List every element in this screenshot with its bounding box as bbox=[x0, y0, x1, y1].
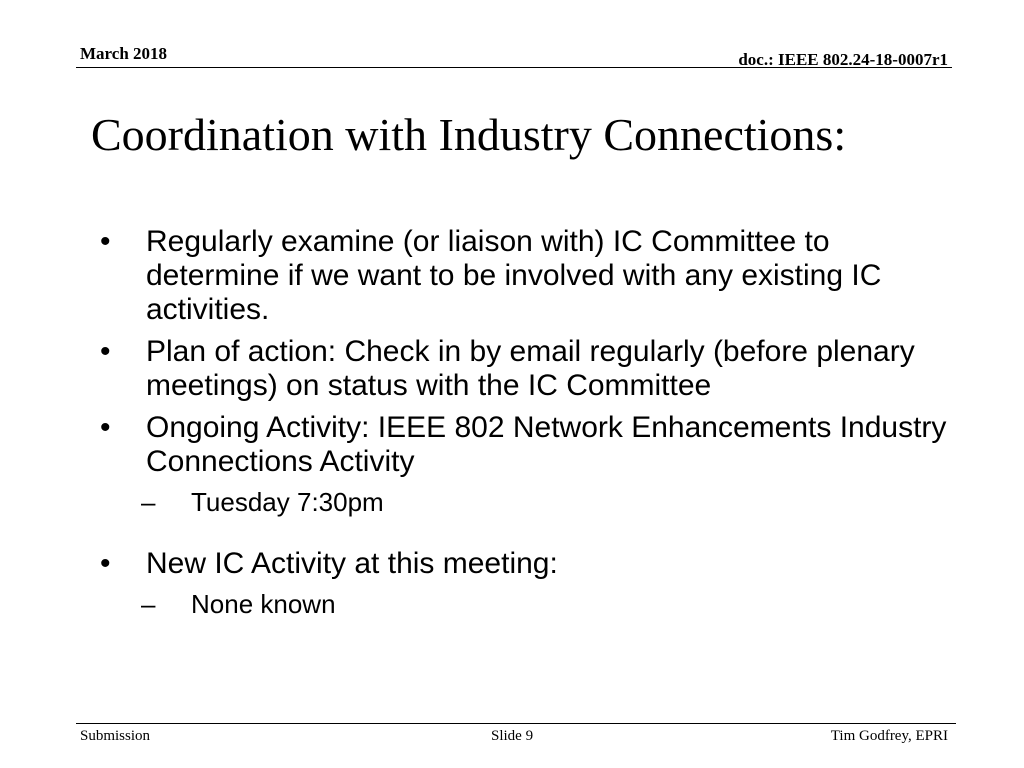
slide-title: Coordination with Industry Connections: bbox=[91, 109, 847, 160]
sub-bullet-text: Tuesday 7:30pm bbox=[191, 487, 384, 517]
bullet-text: Regularly examine (or liaison with) IC Committee to determine if we want to be involved with any existing IC activities. bbox=[146, 225, 882, 326]
sub-bullet-text: None known bbox=[191, 589, 336, 619]
bullet-item bbox=[100, 335, 950, 403]
bullet-text: New IC Activity at this meeting: bbox=[146, 547, 558, 580]
header-date: March 2018 bbox=[80, 44, 168, 63]
spacer bbox=[100, 525, 950, 547]
slide-body bbox=[100, 225, 950, 627]
bullet-marker: • bbox=[100, 335, 111, 368]
sub-bullet-marker: – bbox=[141, 589, 156, 619]
bullet-text: Plan of action: Check in by email regularly (before plenary meetings) on status with the IC Committee bbox=[146, 335, 915, 402]
bullet-marker: • bbox=[100, 411, 111, 444]
bullet-marker: • bbox=[100, 547, 111, 580]
sub-bullet-marker: – bbox=[141, 487, 156, 517]
sub-bullet-item bbox=[100, 589, 950, 619]
bullet-item bbox=[100, 411, 950, 479]
footer-submission: Submission bbox=[80, 728, 151, 744]
bullet-item bbox=[100, 225, 950, 327]
footer-divider bbox=[76, 723, 956, 724]
header-divider bbox=[76, 67, 952, 68]
bullet-marker: • bbox=[100, 225, 111, 258]
footer-author: Tim Godfrey, EPRI bbox=[830, 728, 948, 744]
header-doc-id: doc.: IEEE 802.24-18-0007r1 bbox=[738, 50, 948, 69]
bullet-item bbox=[100, 547, 950, 581]
footer-slide-number: Slide 9 bbox=[491, 728, 534, 744]
bullet-text: Ongoing Activity: IEEE 802 Network Enhancements Industry Connections Activity bbox=[146, 411, 947, 478]
sub-bullet-item bbox=[100, 487, 950, 517]
